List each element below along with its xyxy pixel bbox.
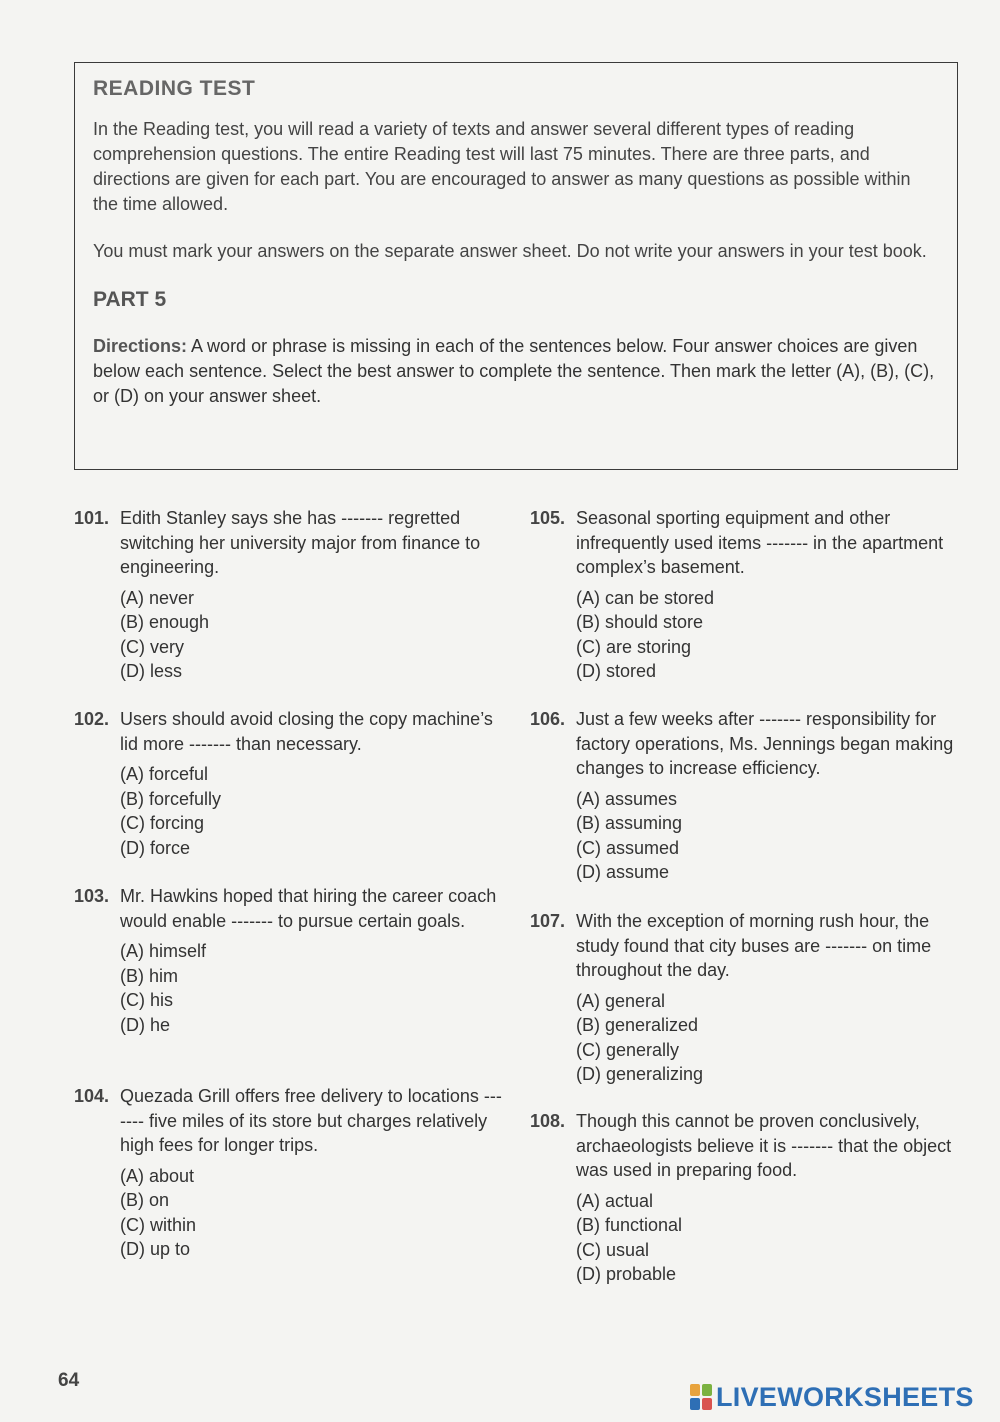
answer-option-c[interactable]: (C) usual xyxy=(576,1239,650,1260)
question-text: Quezada Grill offers free delivery to locations ------- five miles of its store but charges relatively high fees for longer trips. xyxy=(120,1086,502,1155)
answer-option-c[interactable]: (C) very xyxy=(120,636,184,657)
answer-options xyxy=(576,989,960,1087)
liveworksheets-watermark xyxy=(690,1380,974,1414)
answer-options xyxy=(120,1164,504,1262)
liveworksheets-logo-icon xyxy=(690,1384,712,1410)
question-number: 106. xyxy=(530,709,566,729)
answer-option-c[interactable]: (C) generally xyxy=(576,1039,680,1060)
question-number: 104. xyxy=(74,1086,110,1106)
question-text: Seasonal sporting equipment and other infrequently used items ------- in the apartment complex’s basement. xyxy=(576,508,944,577)
question-107 xyxy=(530,909,960,1087)
question-text: Mr. Hawkins hoped that hiring the career coach would enable ------- to pursue certain goals. xyxy=(120,886,497,931)
question-102 xyxy=(74,707,504,860)
answer-option-c[interactable]: (C) forcing xyxy=(120,813,205,833)
question-106 xyxy=(530,707,960,885)
answer-option-b[interactable]: (B) enough xyxy=(120,612,210,632)
directions-text: A word or phrase is missing in each of the sentences below. Four answer choices are given below each sentence. Select the best answer to complete the sentence. Then mark the letter (A), (B), (C), or (D) on your answer sheet. xyxy=(93,336,935,406)
answer-option-b[interactable]: (B) functional xyxy=(576,1215,683,1235)
question-108 xyxy=(530,1109,960,1287)
question-101 xyxy=(74,506,504,684)
watermark-text: LIVEWORKSHEETS xyxy=(716,1381,974,1412)
question-number: 108. xyxy=(530,1111,566,1131)
question-text: Though this cannot be proven conclusively, archaeologists believe it is ------- that the object was used in preparing food. xyxy=(576,1111,952,1180)
question-text: Edith Stanley says she has ------- regretted switching her university major from finance to engineering. xyxy=(120,508,481,577)
answer-option-b[interactable]: (B) generalized xyxy=(576,1015,699,1035)
answer-options xyxy=(576,586,960,684)
question-105 xyxy=(530,506,960,684)
reading-test-intro-paragraph: In the Reading test, you will read a variety of texts and answer several different types of reading comprehension questions. The entire Reading test will last 75 minutes. There are three parts, and directions are given for each part. You are encouraged to answer as many questions as possible within the time allowed. xyxy=(93,119,911,214)
logo-cell xyxy=(702,1398,712,1410)
answer-option-a[interactable]: (A) general xyxy=(576,990,666,1011)
answer-option-c[interactable]: (C) his xyxy=(120,990,173,1010)
answer-option-a[interactable]: (A) actual xyxy=(576,1190,654,1211)
part-directions xyxy=(93,334,939,409)
answer-option-d[interactable]: (D) less xyxy=(120,661,182,681)
answer-option-c[interactable]: (C) assumed xyxy=(576,837,680,858)
answer-option-c[interactable]: (C) are storing xyxy=(576,636,692,657)
answer-option-d[interactable]: (D) stored xyxy=(576,661,657,681)
answer-option-d[interactable]: (D) up to xyxy=(120,1239,191,1259)
reading-test-heading: READING TEST xyxy=(93,77,256,100)
answer-option-a[interactable]: (A) assumes xyxy=(576,788,678,809)
answer-options xyxy=(120,762,504,860)
answer-option-a[interactable]: (A) never xyxy=(120,587,195,608)
answer-sheet-instruction: You must mark your answers on the separate answer sheet. Do not write your answers in your test book. xyxy=(93,241,927,261)
answer-option-b[interactable]: (B) forcefully xyxy=(120,788,222,809)
logo-cell xyxy=(702,1384,712,1396)
answer-options xyxy=(576,787,960,885)
question-number: 102. xyxy=(74,709,110,729)
question-text: Just a few weeks after ------- responsibility for factory operations, Ms. Jennings began making changes to increase efficiency. xyxy=(576,709,954,778)
question-number: 103. xyxy=(74,886,110,906)
answer-option-d[interactable]: (D) assume xyxy=(576,862,670,882)
answer-option-d[interactable]: (D) he xyxy=(120,1014,171,1035)
question-number: 107. xyxy=(530,911,566,931)
page-number: 64 xyxy=(58,1370,80,1391)
question-103 xyxy=(74,884,504,1037)
answer-option-b[interactable]: (B) assuming xyxy=(576,813,683,833)
answer-option-a[interactable]: (A) himself xyxy=(120,941,207,961)
question-number: 105. xyxy=(530,508,566,528)
answer-option-c[interactable]: (C) within xyxy=(120,1214,197,1235)
answer-options xyxy=(120,586,504,684)
question-number: 101. xyxy=(74,508,110,528)
answer-option-b[interactable]: (B) on xyxy=(120,1190,170,1210)
answer-option-a[interactable]: (A) forceful xyxy=(120,764,209,784)
answer-options xyxy=(120,939,504,1037)
answer-option-d[interactable]: (D) generalizing xyxy=(576,1064,704,1084)
part-heading: PART 5 xyxy=(93,288,167,311)
answer-option-b[interactable]: (B) should store xyxy=(576,612,704,632)
answer-options xyxy=(576,1189,960,1287)
answer-option-d[interactable]: (D) probable xyxy=(576,1264,677,1284)
directions-label: Directions: xyxy=(93,336,188,356)
answer-option-b[interactable]: (B) him xyxy=(120,965,178,986)
question-text: Users should avoid closing the copy machine’s lid more ------- than necessary. xyxy=(120,709,493,754)
logo-cell xyxy=(690,1384,700,1396)
logo-cell xyxy=(690,1398,700,1410)
answer-option-d[interactable]: (D) force xyxy=(120,837,191,858)
question-104 xyxy=(74,1084,504,1262)
question-text: With the exception of morning rush hour, the study found that city buses are ------- on time throughout the day. xyxy=(576,911,932,980)
answer-option-a[interactable]: (A) can be stored xyxy=(576,587,715,608)
reading-test-instructions-box xyxy=(74,62,958,470)
answer-option-a[interactable]: (A) about xyxy=(120,1165,195,1186)
